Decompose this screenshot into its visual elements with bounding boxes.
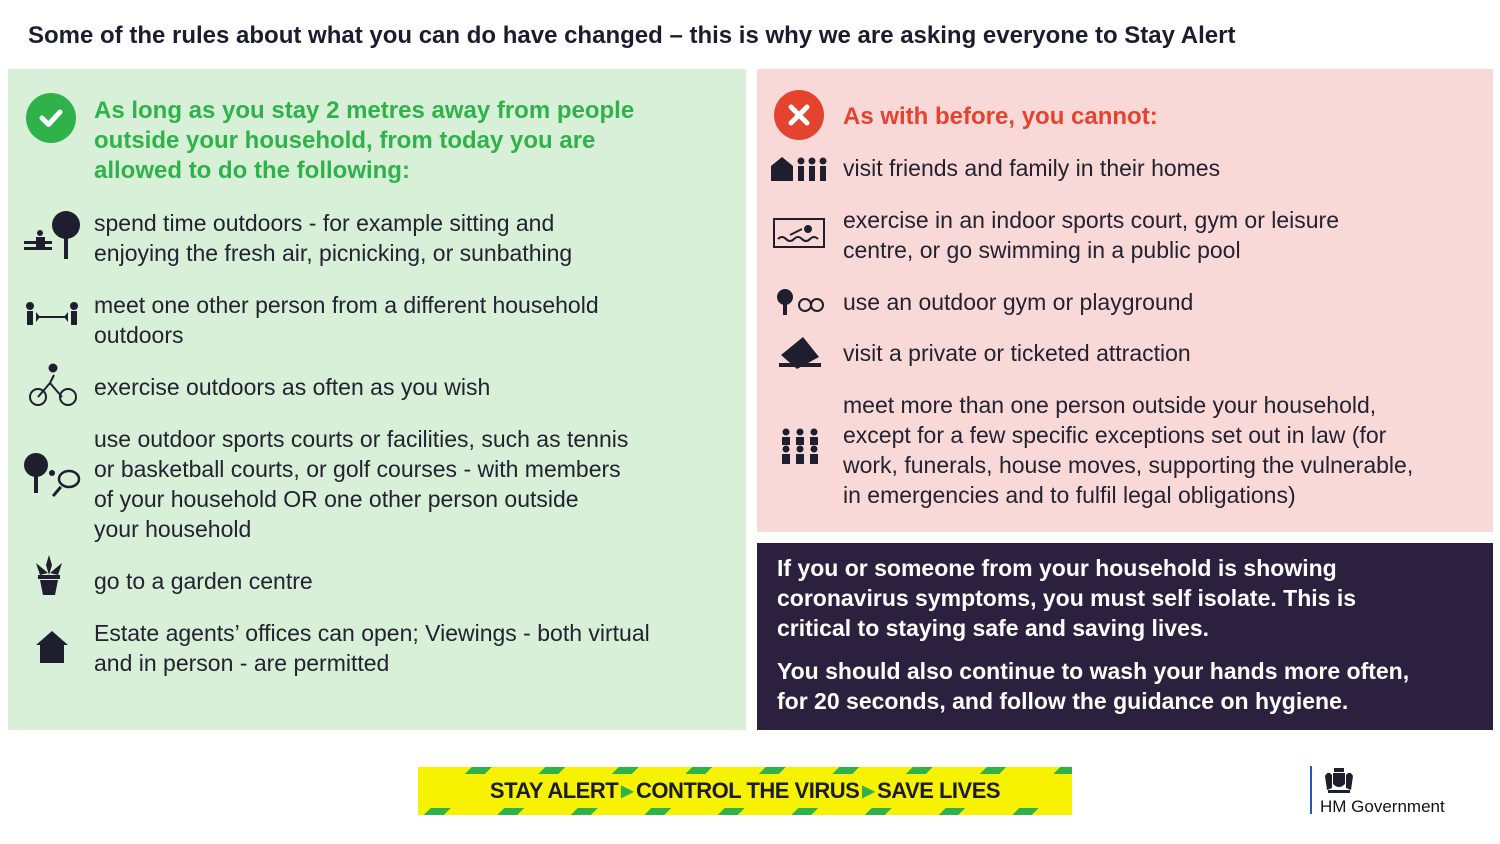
not-allowed-item: visit friends and family in their homes: [843, 155, 1221, 181]
not-allowed-item: visit a private or ticketed attraction: [843, 340, 1191, 366]
playground-icon: [775, 287, 825, 317]
allowed-item: go to a garden centre: [94, 568, 313, 594]
potted-plant-icon: [32, 553, 66, 597]
family-home-icon: [771, 153, 829, 183]
house-icon: [34, 629, 70, 665]
notice-paragraph-1: If you or someone from your household is showing coronavirus symptoms, you must self isolate. This is critical to staying safe and saving lives.: [777, 555, 1356, 641]
allowed-heading: As long as you stay 2 metres away from people outside your household, from today you are allowed to do the following:: [94, 97, 635, 184]
not-allowed-item: exercise in an indoor sports court, gym or leisure centre, or go swimming in a public pool: [843, 207, 1339, 263]
allowed-item: use outdoor sports courts or facilities, such as tennis or basketball courts, or golf courses - with members of your household OR one other person outside your household: [94, 426, 629, 542]
chevron-right-icon: ▶: [621, 783, 633, 800]
self-isolate-notice: [757, 543, 1493, 730]
check-icon: [26, 93, 76, 143]
banner-stay-alert: STAY ALERT: [489, 778, 619, 803]
allowed-item: spend time outdoors - for example sitting and enjoying the fresh air, picnicking, or sunbathing: [94, 210, 573, 266]
notice-paragraph-2: You should also continue to wash your hands more often, for 20 seconds, and follow the guidance on hygiene.: [777, 658, 1410, 714]
hm-government-logo: [1310, 766, 1445, 816]
swimming-pool-icon: [772, 217, 826, 249]
royal-arms-icon: [1322, 766, 1356, 799]
chevron-right-icon: ▶: [862, 783, 875, 800]
cross-icon: [774, 90, 824, 140]
banner-save-lives: SAVE LIVES: [877, 778, 1001, 803]
logo-text: HM Government: [1320, 797, 1445, 816]
park-bench-tree-icon: [22, 209, 84, 261]
banner-control-virus: CONTROL THE VIRUS: [635, 778, 860, 803]
two-metres-distance-icon: [24, 299, 80, 329]
group-people-icon: [777, 427, 823, 465]
page-title: Some of the rules about what you can do have changed – this is why we are asking everyone to Stay Alert: [28, 22, 1236, 49]
not-allowed-item: use an outdoor gym or playground: [843, 289, 1194, 315]
not-allowed-item: meet more than one person outside your household, except for a few specific exceptions set out in law (for work, funerals, house moves, supporting the vulnerable, in emergencies and to fulfil legal obligations): [843, 392, 1414, 508]
ticket-icon: [777, 335, 823, 371]
allowed-item: meet one other person from a different household outdoors: [94, 292, 599, 348]
not-allowed-heading: As with before, you cannot:: [843, 103, 1158, 130]
allowed-item: Estate agents’ offices can open; Viewings - both virtual and in person - are permitted: [94, 620, 650, 676]
cyclist-icon: [28, 363, 78, 407]
stay-alert-banner: [418, 767, 1072, 815]
allowed-item: exercise outdoors as often as you wish: [94, 374, 491, 400]
tree-tennis-icon: [22, 451, 84, 501]
not-allowed-panel: [757, 69, 1493, 532]
allowed-panel: [8, 69, 746, 730]
